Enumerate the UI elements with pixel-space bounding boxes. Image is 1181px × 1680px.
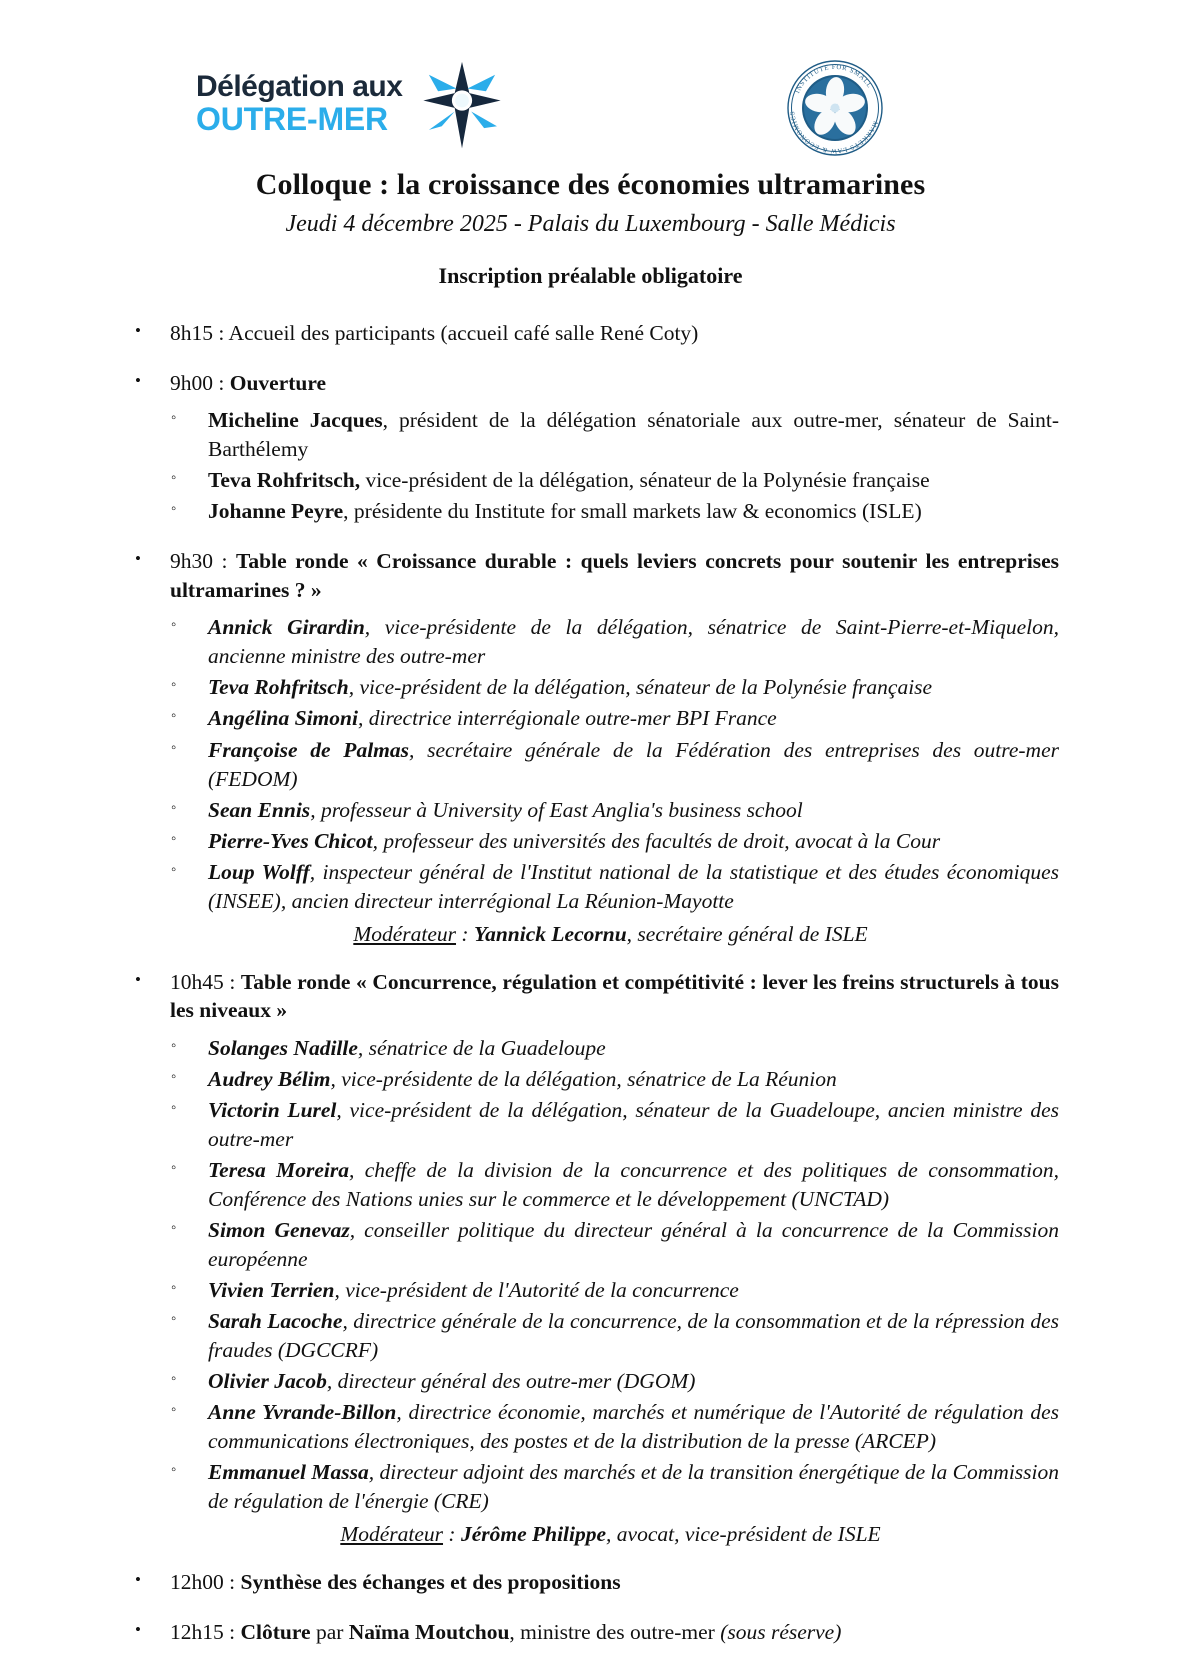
agenda-label: Synthèse des échanges et des propositions xyxy=(240,1570,621,1595)
speaker-item xyxy=(122,827,1059,856)
speaker-name: Olivier Jacob xyxy=(208,1368,327,1393)
agenda-label-part: Clôture xyxy=(240,1619,311,1644)
speaker-list xyxy=(122,613,1059,915)
speaker-item xyxy=(122,406,1059,464)
speaker-role: , cheffe de la division de la concurrence et des politiques de consommation, Conférence des Nations unies sur le commerce et le développement (UNCTAD) xyxy=(208,1157,1059,1211)
sub-bullet-icon: ◦ xyxy=(171,617,177,634)
speaker-role: , secrétaire générale de la Fédération des entreprises des outre-mer (FEDOM) xyxy=(208,737,1059,791)
agenda-label: Table ronde « Concurrence, régulation et compétitivité : lever les freins structurels à tous les niveaux » xyxy=(170,969,1059,1023)
agenda-label: Ouverture xyxy=(229,370,327,395)
agenda-time: 8h15 : xyxy=(170,321,229,345)
speaker-role: , directrice interrégionale outre-mer BPI France xyxy=(357,706,777,731)
speaker-item xyxy=(122,1458,1059,1516)
agenda-item xyxy=(122,1568,1059,1597)
sub-bullet-icon: ◦ xyxy=(171,501,177,518)
speaker-name: Angélina Simoni xyxy=(208,706,358,731)
speaker-role: , vice-président de la délégation, sénateur de la Guadeloupe, ancien ministre des outre-mer xyxy=(208,1097,1059,1151)
speaker-name: Françoise de Palmas xyxy=(208,737,410,762)
agenda-time: 9h00 : xyxy=(170,370,230,395)
speaker-item xyxy=(122,1156,1059,1214)
speaker-item xyxy=(122,704,1059,733)
sub-bullet-icon: ◦ xyxy=(171,410,177,427)
speaker-item xyxy=(122,1367,1059,1396)
agenda-label-part: (sous réserve) xyxy=(720,1619,842,1644)
delegation-logo-line1: Délégation aux xyxy=(196,70,403,104)
speaker-list xyxy=(122,1034,1059,1516)
agenda-item xyxy=(122,319,1059,348)
speaker-name: Annick Girardin xyxy=(208,615,365,640)
page-title: Colloque : la croissance des économies ultramarines xyxy=(255,168,926,201)
speaker-role: vice-président de la délégation, sénateur de la Polynésie française xyxy=(360,468,930,493)
speaker-role: , vice-président de l'Autorité de la concurrence xyxy=(334,1277,739,1302)
speaker-item xyxy=(122,1065,1059,1094)
delegation-logo-text xyxy=(196,72,402,135)
speaker-name: Johanne Peyre xyxy=(208,499,344,524)
speaker-role: , vice-présidente de la délégation, sénatrice de La Réunion xyxy=(330,1066,837,1091)
agenda-item xyxy=(122,369,1059,398)
sub-bullet-icon: ◦ xyxy=(171,1068,177,1085)
sub-bullet-icon: ◦ xyxy=(171,1037,177,1054)
speaker-item xyxy=(122,1216,1059,1274)
isle-seal-flower-icon xyxy=(783,56,887,160)
speaker-role: , conseiller politique du directeur général à la concurrence de la Commission européenne xyxy=(208,1217,1059,1271)
bullet-icon: • xyxy=(135,1619,141,1639)
agenda-item xyxy=(122,1618,1059,1647)
moderator-separator: : xyxy=(456,921,474,946)
speaker-role: , sénatrice de la Guadeloupe xyxy=(357,1035,606,1060)
speaker-item xyxy=(122,736,1059,794)
page-subtitle: Jeudi 4 décembre 2025 - Palais du Luxembourg - Salle Médicis xyxy=(285,211,896,237)
speaker-role: , présidente du Institute for small markets law & economics (ISLE) xyxy=(343,499,922,524)
speaker-name: Teresa Moreira xyxy=(208,1157,349,1182)
sub-bullet-icon: ◦ xyxy=(171,677,177,694)
speaker-item xyxy=(122,1034,1059,1063)
speaker-role: , directeur général des outre-mer (DGOM) xyxy=(326,1368,696,1393)
speaker-item xyxy=(122,858,1059,916)
speaker-item xyxy=(122,1096,1059,1154)
speaker-role: , vice-présidente de la délégation, sénatrice de Saint-Pierre-et-Miquelon, ancienne ministre des outre-mer xyxy=(208,615,1059,669)
speaker-item xyxy=(122,1307,1059,1365)
bullet-icon: • xyxy=(135,370,141,390)
speaker-name: Teva Rohfritsch, xyxy=(208,468,361,493)
agenda-label: Accueil des participants (accueil café salle René Coty) xyxy=(228,321,699,345)
speaker-name: Micheline Jacques xyxy=(208,408,383,433)
sub-bullet-icon: ◦ xyxy=(171,1462,177,1478)
delegation-logo-line2: OUTRE-MER xyxy=(196,100,388,137)
speaker-role: , professeur à University of East Anglia's business school xyxy=(310,797,803,822)
delegation-outre-mer-logo xyxy=(196,58,508,150)
moderator-name: Yannick Lecornu xyxy=(473,921,627,946)
sub-bullet-icon: ◦ xyxy=(171,1370,177,1387)
speaker-name: Simon Genevaz xyxy=(208,1217,350,1242)
speaker-role: , vice-président de la délégation, sénateur de la Polynésie française xyxy=(348,675,933,700)
sub-bullet-icon: ◦ xyxy=(171,1159,177,1176)
speaker-name: Sarah Lacoche xyxy=(208,1308,343,1333)
speaker-item xyxy=(122,1276,1059,1305)
speaker-name: Sean Ennis xyxy=(208,797,311,822)
svg-text:INSTITUTE FOR SMALL: INSTITUTE FOR SMALL xyxy=(794,63,874,95)
speaker-role: , inspecteur général de l'Institut national de la statistique et des études économiques (INSEE), ancien directeur interrégional La Réunion-Mayotte xyxy=(208,859,1059,913)
agenda-time: 12h00 : xyxy=(170,1570,241,1595)
speaker-list xyxy=(122,406,1059,526)
sub-bullet-icon: ◦ xyxy=(171,470,177,487)
compass-star-icon xyxy=(416,60,508,152)
sub-bullet-icon: ◦ xyxy=(171,1401,177,1418)
moderator-role: , avocat, vice-président de ISLE xyxy=(606,1522,881,1547)
speaker-name: Teva Rohfritsch xyxy=(208,675,349,700)
sub-bullet-icon: ◦ xyxy=(171,830,177,847)
sub-bullet-icon: ◦ xyxy=(171,708,177,725)
bullet-icon: • xyxy=(135,969,141,989)
speaker-name: Solanges Nadille xyxy=(208,1035,358,1060)
agenda-time: 9h30 : xyxy=(170,549,237,574)
svg-text:MARKETS LAW & ECONOMICS: MARKETS LAW & ECONOMICS xyxy=(789,110,879,155)
logo-row xyxy=(0,50,1181,168)
bullet-icon: • xyxy=(135,549,141,569)
moderator-role: , secrétaire général de ISLE xyxy=(626,921,868,946)
moderator-line xyxy=(122,922,1059,947)
speaker-item xyxy=(122,497,1059,526)
speaker-name: Loup Wolff xyxy=(208,859,310,884)
speaker-role: , président de la délégation sénatoriale aux outre-mer, sénateur de Saint-Barthélemy xyxy=(208,408,1059,462)
sub-bullet-icon: ◦ xyxy=(171,1279,177,1296)
moderator-name: Jérôme Philippe xyxy=(460,1522,607,1547)
speaker-name: Anne Yvrande-Billon xyxy=(208,1399,397,1424)
moderator-label: Modérateur xyxy=(340,1522,444,1547)
speaker-role: , directeur adjoint des marchés et de la transition énergétique de la Commission de régulation de l'énergie (CRE) xyxy=(208,1460,1059,1514)
speaker-name: Audrey Bélim xyxy=(208,1066,331,1091)
agenda-label-part: par xyxy=(310,1619,349,1644)
sub-bullet-icon: ◦ xyxy=(171,1099,177,1116)
moderator-label: Modérateur xyxy=(353,921,457,946)
speaker-item xyxy=(122,1398,1059,1456)
speaker-item xyxy=(122,796,1059,825)
agenda-item xyxy=(122,968,1059,1025)
registration-note: Inscription préalable obligatoire xyxy=(438,263,743,288)
agenda-label: Table ronde « Croissance durable : quels leviers concrets pour soutenir les entreprises ultramarines ? » xyxy=(170,549,1059,602)
bullet-icon: • xyxy=(135,1570,141,1590)
speaker-name: Victorin Lurel xyxy=(208,1097,337,1122)
speaker-item xyxy=(122,613,1059,671)
speaker-name: Vivien Terrien xyxy=(208,1277,335,1302)
sub-bullet-icon: ◦ xyxy=(171,799,177,816)
speaker-item xyxy=(122,466,1059,495)
bullet-icon: • xyxy=(135,321,141,340)
sub-bullet-icon: ◦ xyxy=(171,861,177,878)
speaker-name: Emmanuel Massa xyxy=(208,1460,369,1484)
agenda-list xyxy=(0,319,1181,1646)
agenda-time: 12h15 : xyxy=(170,1619,241,1644)
sub-bullet-icon: ◦ xyxy=(171,739,177,756)
speaker-name: Pierre-Yves Chicot xyxy=(208,828,373,853)
sub-bullet-icon: ◦ xyxy=(171,1310,177,1327)
speaker-role: , directrice générale de la concurrence, de la consommation et de la répression des fraudes (DGCCRF) xyxy=(208,1308,1060,1362)
sub-bullet-icon: ◦ xyxy=(171,1219,177,1236)
agenda-time: 10h45 : xyxy=(170,969,241,994)
moderator-line xyxy=(122,1522,1059,1547)
agenda-item xyxy=(122,547,1059,604)
speaker-item xyxy=(122,673,1059,702)
document-page xyxy=(0,50,1181,1680)
moderator-separator: : xyxy=(443,1522,461,1547)
agenda-label-part: Naïma Moutchou xyxy=(348,1619,510,1644)
speaker-role: , professeur des universités des facultés de droit, avocat à la Cour xyxy=(372,828,941,853)
speaker-role: , directrice économie, marchés et numérique de l'Autorité de régulation des communications électroniques, des postes et de la distribution de la presse (ARCEP) xyxy=(208,1399,1059,1453)
agenda-label-part: , ministre des outre-mer xyxy=(509,1619,721,1644)
